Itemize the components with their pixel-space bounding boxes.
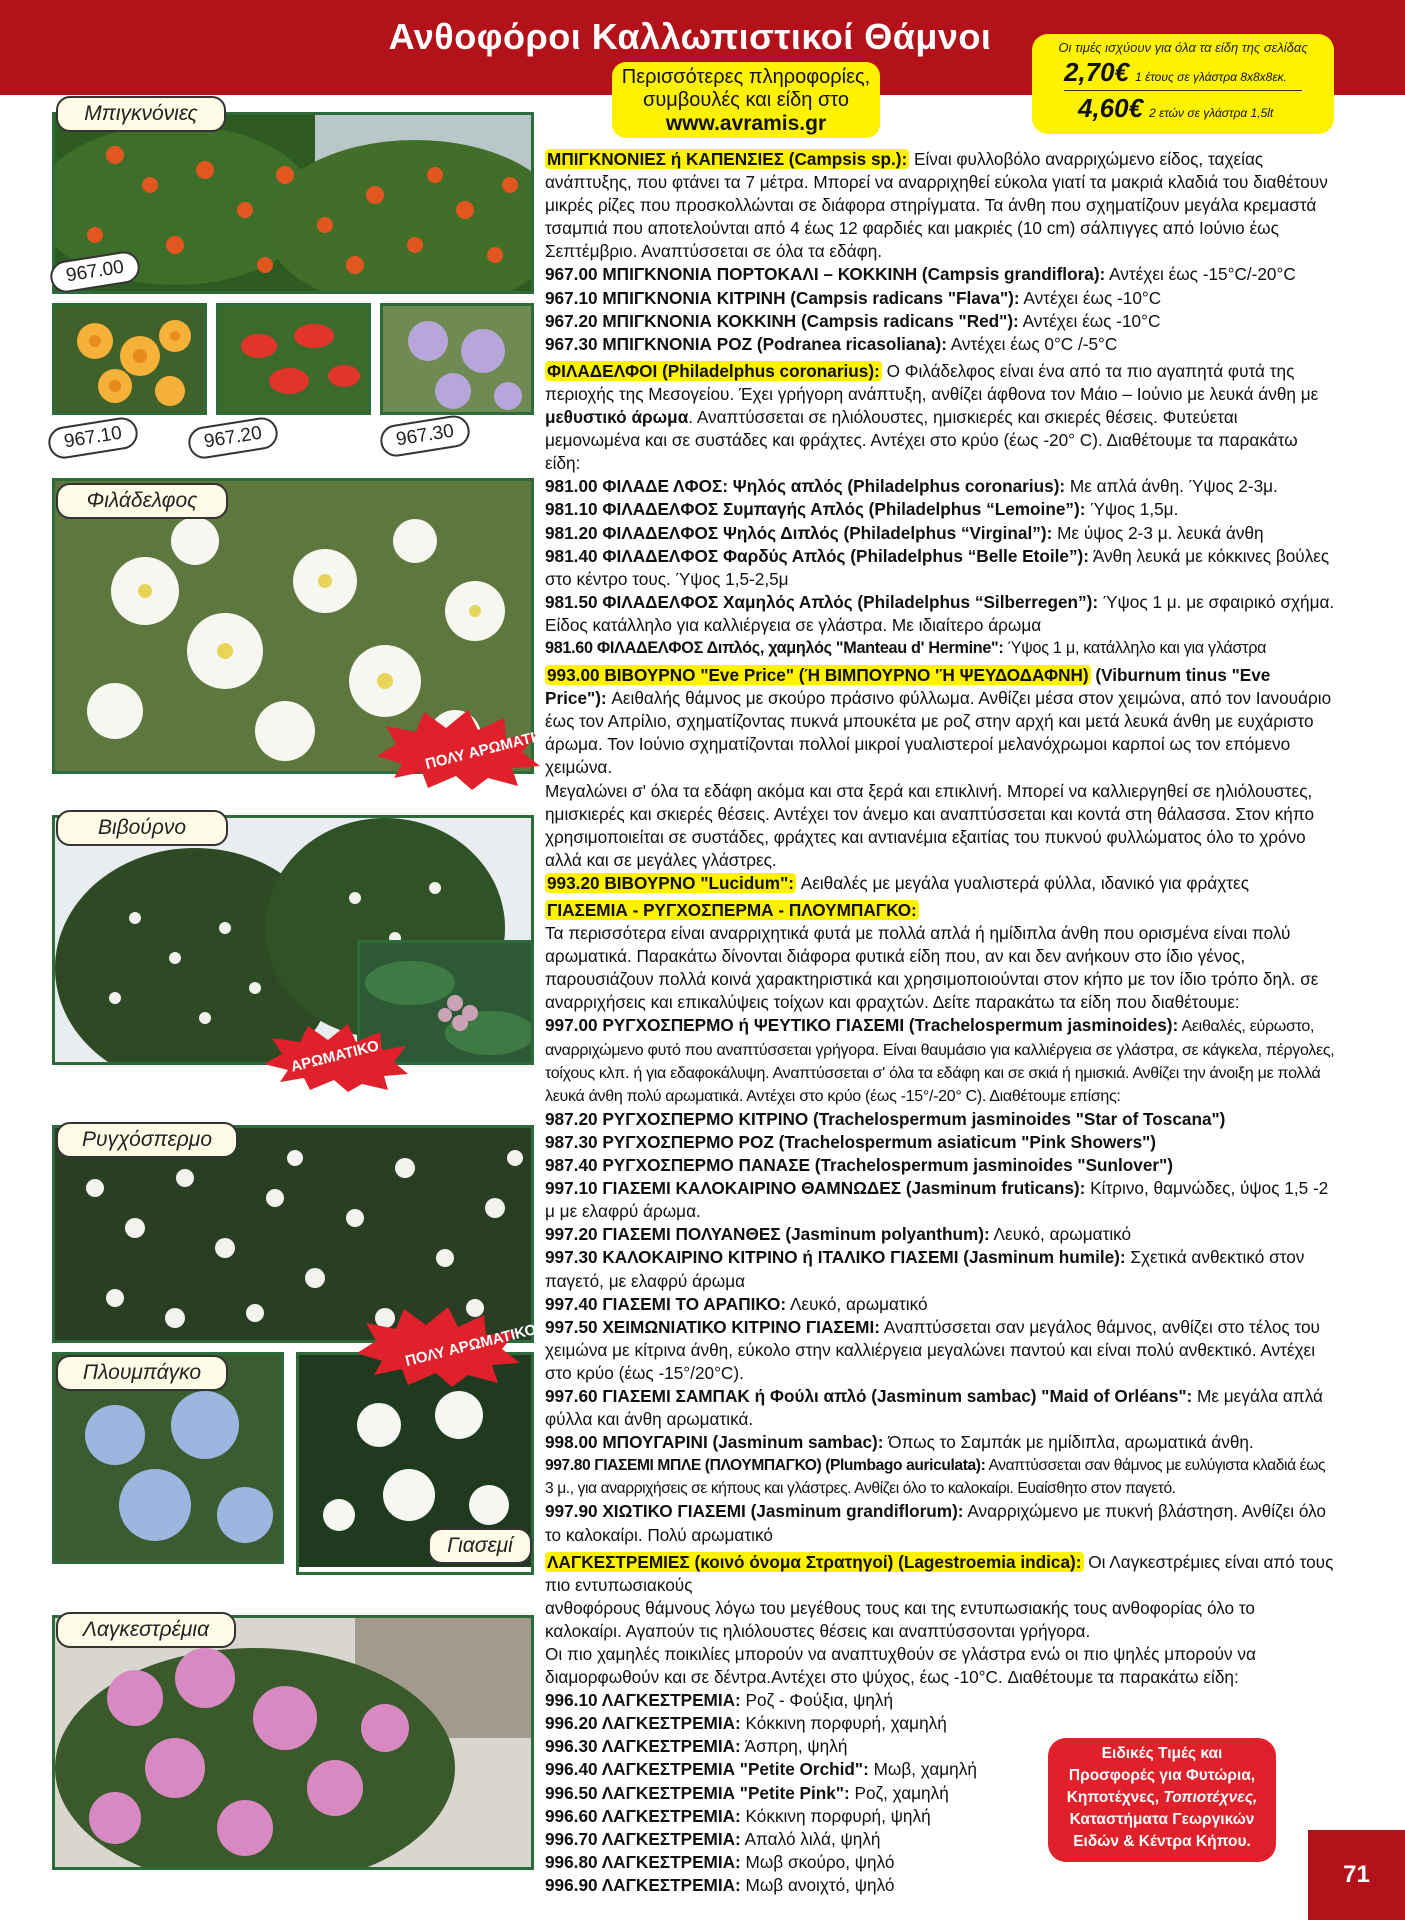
product-title: 997.80 ΓΙΑΣΕΜΙ ΜΠΛΕ (ΠΛΟΥΜΠΑΓΚΟ) (Plumbago auriculata): <box>545 1457 986 1475</box>
product-desc: Με απλά άνθη. Ύψος 2-3μ. <box>1065 476 1278 497</box>
product-title: 967.00 ΜΠΙΓΚΝΟΝΙΑ ΠΟΡΤΟΚΑΛΙ – ΚΟΚΚΙΝΗ (Campsis grandiflora): <box>545 264 1106 285</box>
product-997-30 <box>545 1246 1335 1292</box>
code-967-30: 967.30 <box>378 413 472 459</box>
product-desc: Αντέχει έως -10°C <box>1019 287 1162 308</box>
code-967-10: 967.10 <box>46 415 140 461</box>
product-996-90 <box>545 1874 1335 1897</box>
product-title: 981.50 ΦΙΛΑΔΕΛΦΟΣ Χαμηλός Απλός (Philadelphus “Silberregen”): <box>545 591 1099 612</box>
product-997-10 <box>545 1177 1335 1223</box>
red-flower-illustration <box>219 306 371 415</box>
product-desc: Αναπτύσσεται σαν θάμνος με ευλύγιστα κλαδιά έως 3 μ., για αναρριχήσεις σε κήπους και γλάστρες. Ανθίζει όλο το καλοκαίρι. Ευαίσθητο στον παγετό. <box>545 1457 1326 1498</box>
product-desc: Αντέχει έως 0°C /-5°C <box>946 333 1118 354</box>
product-997-80 <box>545 1454 1335 1500</box>
campsis-heading: ΜΠΙΓΚΝΟΝΙΕΣ ή ΚΑΠΕΝΣΙΕΣ (Campsis sp.): <box>547 149 908 169</box>
price-note: Οι τιμές ισχύουν για όλα τα είδη της σελίδας <box>1058 40 1308 55</box>
campsis-intro <box>545 148 1335 263</box>
burst-text: ΑΡΩΜΑΤΙΚΟ <box>289 1037 381 1076</box>
campsis-red-photo <box>216 303 371 415</box>
promo-line-3b: Τοπιοτέχνες, <box>1163 1789 1258 1806</box>
product-desc: Αναπτύσσεται σαν μεγάλος θάμνος, ανθίζει στο τέλος του χειμώνα με κίτρινα άνθη, εύκολο στην καλλιέργεια μεγαλώνει παντού και είναι πολύ ανθεκτικό. Αντέχει στο κρύο (έως -15°/20°C). <box>545 1316 1320 1383</box>
product-997-00 <box>545 1014 1335 1107</box>
product-title: 996.70 ΛΑΓΚΕΣΤΡΕΜΙΑ: <box>545 1828 741 1849</box>
product-title: 997.50 ΧΕΙΜΩΝΙΑΤΙΚΟ ΚΙΤΡΙΝΟ ΓΙΑΣΕΜΙ: <box>545 1316 880 1337</box>
product-997-40 <box>545 1293 1335 1316</box>
product-title: 996.80 ΛΑΓΚΕΣΤΡΕΜΙΑ: <box>545 1851 741 1872</box>
price-divider <box>1064 90 1302 91</box>
product-desc: Μωβ, χαμηλή <box>868 1759 977 1780</box>
product-title: 997.60 ΓΙΑΣΕΜΙ ΣΑΜΠΑΚ ή Φούλι απλό (Jasminum sambac) "Maid of Orléans": <box>545 1385 1193 1406</box>
product-title: 967.30 ΜΠΙΓΚΝΟΝΙΑ ΡΟΖ (Podranea ricasoliana): <box>545 333 947 354</box>
product-967-20 <box>545 310 1335 333</box>
product-desc: Αειθαλές με μεγάλα γυαλιστερά φύλλα, ιδανικό για φράχτες <box>795 872 1250 893</box>
product-title: 981.10 ΦΙΛΑΔΕΛΦΟΣ Συμπαγής Απλός (Philadelphus “Lemoine”): <box>545 499 1086 520</box>
product-title: 996.30 ΛΑΓΚΕΣΤΡΕΜΙΑ: <box>545 1736 741 1757</box>
product-967-10 <box>545 287 1335 310</box>
product-desc: Αειθαλές, εύρωστο, αναρριχώμενο φυτό που αναπτύσσεται γρήγορα. Είναι θαυμάσιο για καλλιέργεια σε γλάστρα, σε κάγκελα, πέργολες, τοίχους κλπ. ή για εδαφοκάλυψη. Αναπτύσσεται σ' όλα τα εδάφη και σε σκιά ή ημισκιά. Ανθίζει την άνοιξη με πολλά λευκά άνθη πολύ αρωματικά. Αντέχει στο κρύο (έως -15°/-20° C). Διαθέτουμε επίσης: <box>545 1018 1335 1105</box>
product-title: 993.20 ΒΙΒΟΥΡΝΟ "Lucidum": <box>547 872 794 893</box>
philadelphus-body: Ο Φιλάδελφος είναι ένα από τα πιο αγαπητά φυτά της περιοχής της Μεσογείου. Έχει γρήγορη ανάπτυξη, ανθίζει άφθονα τον Μάιο – Ιούνιο με λευκά άνθη με <box>545 360 1319 404</box>
product-desc: Ύψος 1 μ, κατάλληλο και για γλάστρα <box>1003 638 1267 657</box>
product-997-90 <box>545 1500 1335 1546</box>
website-link[interactable]: www.avramis.gr <box>665 112 827 135</box>
product-desc: Απαλό λιλά, ψηλή <box>740 1828 881 1849</box>
product-desc: Άσπρη, ψηλή <box>740 1736 848 1757</box>
product-997-60 <box>545 1385 1335 1431</box>
product-title: 996.50 ΛΑΓΚΕΣΤΡΕΜΙΑ "Petite Pink": <box>545 1782 850 1803</box>
burst-poly-aromatiko-2 <box>352 1305 539 1387</box>
product-987-30 <box>545 1131 1335 1154</box>
product-967-30 <box>545 333 1335 356</box>
product-998-00 <box>545 1431 1335 1454</box>
product-desc: Αναρριχώμενο με πυκνή βλάστηση. Ανθίζει όλο το καλοκαίρι. Πολύ αρωματικό <box>545 1501 1326 1545</box>
product-title: 997.30 ΚΑΛΟΚΑΙΡΙΝΟ ΚΙΤΡΙΝΟ ή ΙΤΑΛΙΚΟ ΓΙΑΣΕΜΙ (Jasminum humile): <box>545 1247 1126 1268</box>
jasmine-heading-line <box>545 899 1335 922</box>
product-title: 997.10 ΓΙΑΣΕΜΙ ΚΑΛΟΚΑΙΡΙΝΟ ΘΑΜΝΩΔΕΣ (Jasminum fruticans): <box>545 1178 1086 1199</box>
info-box <box>612 62 880 138</box>
info-line-2: συμβουλές και είδη στο <box>642 89 850 111</box>
price-1: 2,70€ <box>1064 57 1130 87</box>
product-title: 997.40 ΓΙΑΣΕΜΙ ΤΟ ΑΡΑΠΙΚΟ: <box>545 1293 787 1314</box>
product-desc: Μωβ ανοιχτό, ψηλό <box>740 1874 895 1895</box>
lagerstroemia-body-3: Οι πιο χαμηλές ποικιλίες μπορούν να αναπτυχθούν σε γλάστρα ενώ οι πιο ψηλές μπορούν να διαμορφωθούν και σε δέντρα.Αντέχει στο ψύχος, έως -10°C. Διαθέτουμε τα παρακάτω είδη: <box>545 1644 1256 1688</box>
promo-box <box>1048 1738 1276 1862</box>
product-981-00 <box>545 475 1335 498</box>
product-title: 997.20 ΓΙΑΣΕΜΙ ΠΟΛΥΑΝΘΕΣ (Jasminum polyanthum): <box>545 1224 990 1245</box>
price-line-2 <box>1042 93 1324 124</box>
product-desc: Ροζ, χαμηλή <box>849 1782 949 1803</box>
podranea-pink-photo <box>380 303 534 415</box>
promo-line-5: Ειδών & Κέντρα Κήπου. <box>1073 1833 1251 1850</box>
product-title: 967.20 ΜΠΙΓΚΝΟΝΙΑ ΚΟΚΚΙΝΗ (Campsis radicans "Red"): <box>545 310 1019 331</box>
page-number: 71 <box>1308 1830 1405 1920</box>
product-title: 987.30 ΡΥΓΧΟΣΠΕΡΜΟ ΡΟΖ (Trachelospermum asiaticum "Pink Showers") <box>545 1131 1157 1152</box>
price-line-1 <box>1042 57 1324 88</box>
product-desc: Όπως το Σαμπάκ με ημίδιπλα, αρωματικά άνθη. <box>883 1432 1254 1453</box>
pink-flower-illustration <box>383 306 534 415</box>
viburnum-body: Αειθαλής θάμνος με σκούρο πράσινο φύλλωμα. Ανθίζει μέσα στον χειμώνα, από τον Ιανουάριο έως τον Απρίλιο, σχηματίζοντας πυκνά μπουκέτα με ροζ στην αρχή και μετά λευκά άνθη με ευχάριστο άρωμα. Τον Ιούνιο σχηματίζονται πολλοί μικροί γυαλιστεροί μελανόχρωμοι καρποί ως τον επόμενο χειμώνα. <box>545 688 1332 778</box>
product-title: 998.00 ΜΠΟΥΓΑΡΙΝΙ (Jasminum sambac): <box>545 1432 884 1453</box>
product-title: 967.10 ΜΠΙΓΚΝΟΝΙΑ ΚΙΤΡΙΝΗ (Campsis radicans "Flava"): <box>545 287 1020 308</box>
lagerstroemia-body: Οι Λαγκεστρέμιες είναι από τους πιο εντυπωσιακούς <box>545 1551 1334 1595</box>
product-title: 987.40 ΡΥΓΧΟΣΠΕΡΜΟ ΠΑΝΑΣΕ (Trachelospermum jasminoides "Sunlover") <box>545 1155 1173 1176</box>
price-1-desc: 1 έτους σε γλάστρα 8x8x8εκ. <box>1135 70 1287 84</box>
product-title: 996.60 ΛΑΓΚΕΣΤΡΕΜΙΑ: <box>545 1805 741 1826</box>
product-desc: Ύψος 1,5μ. <box>1085 499 1179 520</box>
page-title: Ανθοφόροι Καλλωπιστικοί Θάμνοι <box>388 16 992 57</box>
product-996-10 <box>545 1689 1335 1712</box>
philadelphus-intro <box>545 360 1335 475</box>
label-vivourno: Βιβούρνο <box>56 810 228 846</box>
product-981-10 <box>545 498 1335 521</box>
label-filadelfos: Φιλάδελφος <box>56 483 228 519</box>
code-967-00: 967.00 <box>48 249 142 295</box>
product-title: 981.60 ΦΙΛΑΔΕΛΦΟΣ Διπλός, χαμηλός "Manteau d' Hermine": <box>545 638 1004 657</box>
burst-poly-aromatiko-1 <box>372 708 559 790</box>
product-987-20 <box>545 1108 1335 1131</box>
product-title: 981.40 ΦΙΛΑΔΕΛΦΟΣ Φαρδύς Απλός (Philadelphus “Belle Etoile”): <box>545 545 1089 566</box>
lagerstroemia-body-2: ανθοφόρους θάμνους λόγω του μεγέθους τους και της εντυπωσιακής τους ανθοφορίας όλο το καλοκαίρι. Αγαπούν τις ηλιόλουστες θέσεις και αναπτύσσονται γρήγορα. <box>545 1597 1255 1641</box>
burst-aromatiko <box>260 1022 410 1092</box>
promo-line-2: Προσφορές για Φυτώρια, <box>1068 1767 1256 1784</box>
lagerstroemia-heading: ΛΑΓΚΕΣΤΡΕΜΙΕΣ (κοινό όνομα Στρατηγοί) (Lagestroemia indica): <box>547 1551 1082 1572</box>
product-desc: Κόκκινη πορφυρή, χαμηλή <box>740 1713 947 1734</box>
price-box <box>1032 34 1334 134</box>
viburnum-latin: (Viburnum tinus "Eve Price"): <box>545 665 1271 709</box>
product-997-50 <box>545 1316 1335 1385</box>
label-lagkestremia: Λαγκεστρέμια <box>56 1612 236 1648</box>
product-desc: Με ύψος 2-3 μ. λευκά άνθη <box>1052 522 1264 543</box>
jasmine-body: Τα περισσότερα είναι αναρριχητικά φυτά με πολλά απλά ή ημίδιπλα άνθη που ορισμένα είναι πολύ αρωματικά. Παρακάτω δίνονται διάφορα φυτικά είδη που, αν και δεν ανήκουν στο ίδιο γένος, παρουσιάζουν πολλά κοινά χαρακτηριστικά και χρησιμοποιούνται στον κήπο με τον ίδιο τρόπο δηλ. σε αναρριχήσεις και επικαλύψεις τοίχων και φραχτών. Δείτε παρακάτω τα είδη που διαθέτουμε: <box>545 923 1319 1013</box>
promo-line-3a: Κηποτέχνες, <box>1066 1789 1164 1806</box>
product-title: 996.20 ΛΑΓΚΕΣΤΡΕΜΙΑ: <box>545 1713 741 1734</box>
price-2: 4,60€ <box>1078 93 1144 123</box>
viburnum-body-2: Μεγαλώνει σ' όλα τα εδάφη ακόμα και στα ξερά και επικλινή. Μπορεί να καλλιεργηθεί σε ηλιόλουστες, ημισκιερές και σκιερές θέσεις. Αντέχει τον άνεμο και αναπτύσσεται και κοντά στη θάλασσα. Στον κήπο χρησιμοποιείται σε συστάδες, φράχτες και αντιανέμια εξαιτίας του πυκνού φυλλώματος όλο το χρόνο αλλά και σε μεγάλες γλάστρες. <box>545 780 1315 870</box>
lagerstroemia-intro <box>545 1551 1335 1597</box>
campsis-body: Είναι φυλλοβόλο αναρριχώμενο είδος, ταχείας ανάπτυξης, που φτάνει τα 7 μέτρα. Μπορεί να αναρριχηθεί εύκολα γιατί τα μακριά κλαδιά του διαθέτουν μικρές ρίζες που προσκολλώνται σε διάφορα στηρίγματα. Τα άνθη που σχηματίζουν μεγάλα κρεμαστά τσαμπιά που αποτελούνται από 4 έως 12 φαρδιές και μακριές (10 cm) σάλπιγγες από Ιούνιο έως Σεπτέμβριο. Αναπτύσσεται σε όλα τα εδάφη. <box>545 149 1328 262</box>
info-line-1: Περισσότερες πληροφορίες, <box>621 66 871 88</box>
burst-text: ΠΟΛΥ ΑΡΩΜΑΤΙΚΟ <box>423 724 559 774</box>
product-title: 996.40 ΛΑΓΚΕΣΤΡΕΜΙΑ "Petite Orchid": <box>545 1759 869 1780</box>
product-desc: Μωβ σκούρο, ψηλό <box>740 1851 895 1872</box>
product-981-40 <box>545 545 1335 591</box>
product-987-40 <box>545 1154 1335 1177</box>
philadelphus-body-2: . Αναπτύσσεται σε ηλιόλουστες, ημισκιερές και σκιερές θέσεις. Φυτεύεται μεμονωμένα και σε συστάδες και φράχτες. Αντέχει στο κρύο (έως -20° C). Διαθέτουμε τα παρακάτω είδη: <box>545 407 1298 474</box>
promo-line-3 <box>1048 1787 1276 1809</box>
product-993-20 <box>545 872 1335 895</box>
product-996-20 <box>545 1712 1335 1735</box>
lagerstroemia-illustration <box>55 1618 534 1870</box>
product-title: 996.10 ΛΑΓΚΕΣΤΡΕΜΙΑ: <box>545 1690 741 1711</box>
lagerstroemia-photo <box>52 1615 534 1870</box>
product-title: 981.00 ΦΙΛΑΔΕ ΛΦΟΣ: Ψηλός απλός (Philadelphus coronarius): <box>545 476 1066 497</box>
product-title: 996.90 ΛΑΓΚΕΣΤΡΕΜΙΑ: <box>545 1874 741 1895</box>
yellow-flower-illustration <box>55 306 207 415</box>
viburnum-intro <box>545 664 1335 779</box>
label-rygxospermo: Ρυγχόσπερμο <box>56 1122 238 1158</box>
product-desc: Αντέχει έως -10°C <box>1018 310 1161 331</box>
product-981-50 <box>545 591 1335 637</box>
philadelphus-heading: ΦΙΛΑΔΕΛΦΟΙ (Philadelphus coronarius): <box>547 360 880 381</box>
philadelphus-emphasis: μεθυστικό άρωμα <box>545 407 689 428</box>
product-981-60 <box>545 637 1335 660</box>
label-ploumpago: Πλουμπάγκο <box>56 1355 228 1391</box>
jasmine-heading: ΓΙΑΣΕΜΙΑ - ΡΥΓΧΟΣΠΕΡΜΑ - ΠΛΟΥΜΠΑΓΚΟ: <box>547 900 917 920</box>
product-desc: Κόκκινη πορφυρή, ψηλή <box>740 1805 931 1826</box>
product-title: 997.90 ΧΙΩΤΙΚΟ ΓΙΑΣΕΜΙ (Jasminum grandiflorum): <box>545 1501 964 1522</box>
promo-line-1: Ειδικές Τιμές και <box>1101 1745 1223 1762</box>
description-column <box>545 148 1335 1897</box>
product-desc: Σχετικά ανθεκτικό στον παγετό, με ελαφρύ άρωμα <box>545 1247 1305 1291</box>
product-desc: Ύψος 1 μ. με σφαιρικό σχήμα. Είδος κατάλληλο για καλλιέργεια σε γλάστρα. Με ιδιαίτερο άρωμα <box>545 591 1335 635</box>
price-2-desc: 2 ετών σε γλάστρα 1,5lt <box>1149 106 1274 120</box>
product-title: 997.00 ΡΥΓΧΟΣΠΕΡΜΟ ή ΨΕΥΤΙΚΟ ΓΙΑΣΕΜΙ (Trachelospermum jasminoides): <box>545 1015 1179 1036</box>
code-967-20: 967.20 <box>186 415 280 461</box>
product-desc: Με μεγάλα απλά φύλλα και άνθη αρωματικά. <box>545 1385 1323 1430</box>
product-title: 987.20 ΡΥΓΧΟΣΠΕΡΜΟ ΚΙΤΡΙΝΟ (Trachelospermum jasminoides "Star of Toscana") <box>545 1108 1226 1129</box>
product-997-20 <box>545 1223 1335 1246</box>
promo-line-4: Καταστήματα Γεωργικών <box>1069 1811 1255 1828</box>
product-desc: Ροζ - Φούξια, ψηλή <box>740 1690 894 1711</box>
product-desc: Λευκό, αρωματικό <box>989 1224 1132 1245</box>
label-bignonies: Μπιγκνόνιες <box>56 96 226 132</box>
label-giasemi: Γιασεμί <box>428 1528 532 1564</box>
product-desc: Κίτρινο, θαμνώδες, ύψος 1,5 -2 μ με ελαφρύ άρωμα. <box>545 1178 1329 1222</box>
product-981-20 <box>545 522 1335 545</box>
product-967-00 <box>545 263 1335 286</box>
burst-text: ΠΟΛΥ ΑΡΩΜΑΤΙΚΟ <box>403 1321 539 1371</box>
viburnum-heading: 993.00 ΒΙΒΟΥΡΝΟ "Eve Price" (Ή ΒΙΜΠΟΥΡΝΟ 'Ή ΨΕΥΔΟΔΑΦΝΗ) <box>547 665 1089 686</box>
product-desc: Άνθη λευκά με κόκκινες βούλες στο κέντρο τους. Ύψος 1,5-2,5μ <box>545 545 1330 589</box>
campsis-yellow-photo <box>52 303 207 415</box>
product-title: 981.20 ΦΙΛΑΔΕΛΦΟΣ Ψηλός Διπλός (Philadelphus “Virginal”): <box>545 522 1053 543</box>
product-desc: Λευκό, αρωματικό <box>786 1293 928 1314</box>
product-desc: Αντέχει έως -15°C/-20°C <box>1105 264 1296 285</box>
